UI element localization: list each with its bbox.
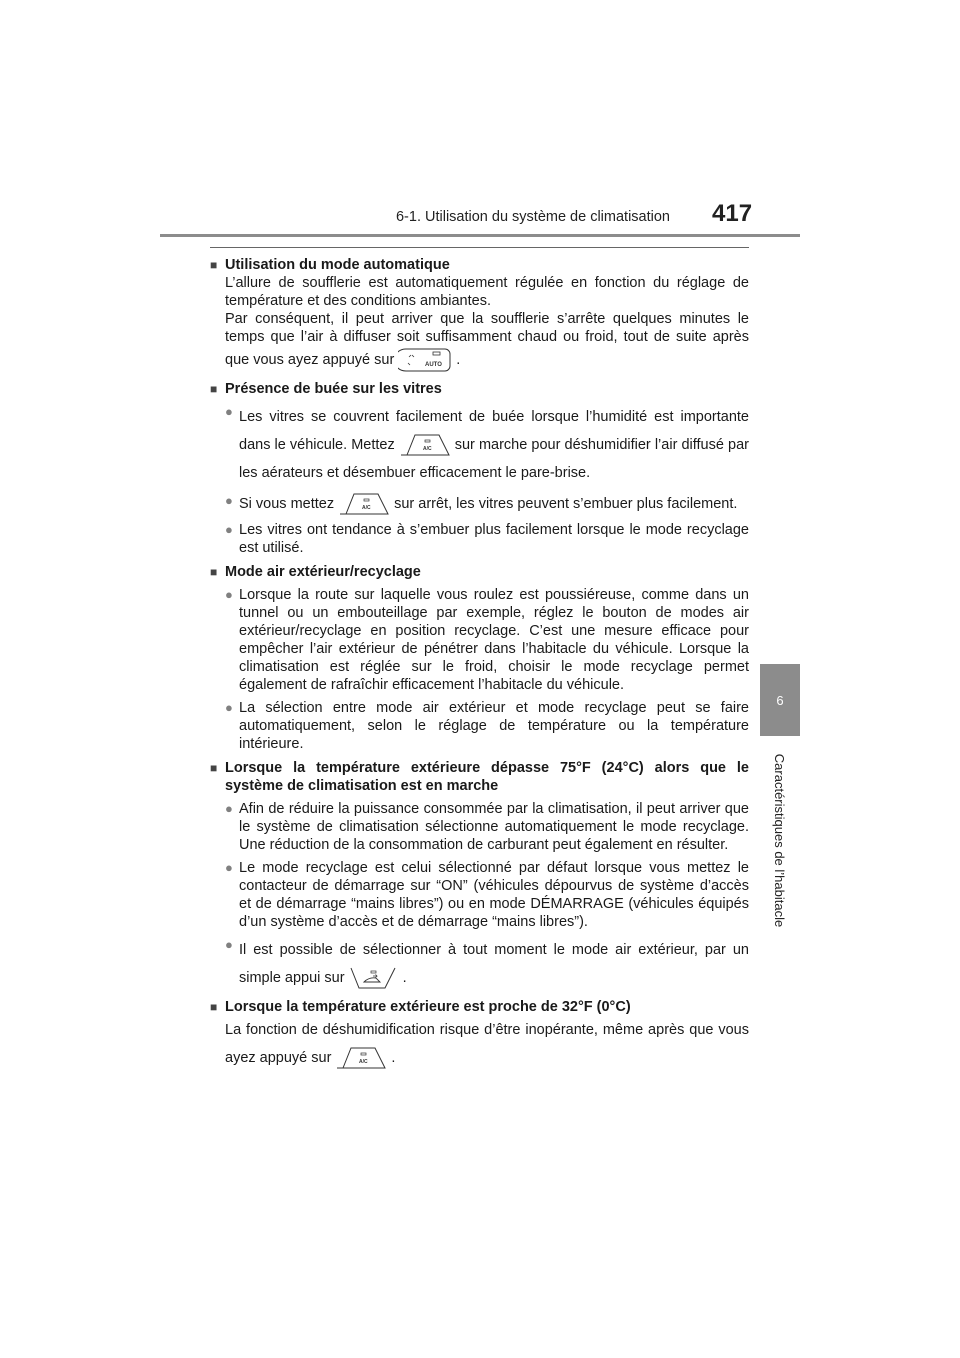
list-item: ● Le mode recyclage est celui sélectionné par défaut lorsque vous mettez le contacteur de démarrage sur “ON” (véhicules dépourvus de système d’accès et de démarrage “mains libres”) ou en mode DÉMARRAGE (véhicules équipés d’un système d’accès et de démarrage “mains libres”).	[225, 860, 749, 930]
bullet-icon: ●	[225, 801, 233, 816]
section-marker-icon: ■	[210, 565, 218, 579]
list-item: ● Il est possible de sélectionner à tout moment le mode air extérieur, par un simple appui sur .	[225, 936, 749, 992]
header-rule	[160, 234, 800, 237]
bullet-icon: ●	[225, 937, 233, 952]
ac-button-label: A/C	[359, 1059, 369, 1066]
chapter-side-label	[770, 745, 790, 935]
section-heading: Utilisation du mode automatique	[225, 257, 450, 273]
list-item: ● Afin de réduire la puissance consommée par la climatisation, il peut arriver que le système de climatisation sélectionne automatiquement le mode recyclage. Une réduction de la consommation de carburant peut également en résulter.	[225, 801, 749, 853]
section-heading: Lorsque la température extérieure dépasse 75°F (24°C) alors que le système de climatisation est en marche	[225, 760, 749, 794]
chapter-number: 6	[776, 692, 784, 708]
page-number: 417	[712, 200, 753, 227]
section-marker-icon: ■	[210, 761, 218, 775]
bullet-icon: ●	[225, 860, 233, 875]
section-cold-outside	[210, 998, 749, 1072]
section-heading: Lorsque la température extérieure est proche de 32°F (0°C)	[225, 999, 631, 1015]
list-item: ● Lorsque la route sur laquelle vous roulez est poussiéreuse, comme dans un tunnel ou un embouteillage par exemple, réglez le bouton de modes air extérieur/recyclage en position recyclage. C’est une mesure efficace pour empêcher l’air extérieur de pénétrer dans l’habitacle du véhicule. Lorsque la climatisation est réglée sur le froid, choisir le mode recyclage permet également de rafraîchir efficacement l’habitacle du véhicule.	[225, 587, 749, 693]
auto-button-icon	[398, 346, 452, 374]
section-heading: Mode air extérieur/recyclage	[225, 564, 421, 580]
bullet-icon: ●	[225, 522, 233, 537]
section-air-recycle	[210, 563, 749, 753]
ac-button-icon	[399, 433, 451, 457]
list-item: ● Si vous mettez A/C sur arrêt, les vitres peuvent s’embuer plus facilement.	[225, 492, 749, 516]
section-marker-icon: ■	[210, 1000, 218, 1014]
ac-button-label: A/C	[422, 446, 432, 453]
section-fogged-windows	[210, 380, 749, 557]
list-item: ● Les vitres ont tendance à s’embuer plus facilement lorsque le mode recyclage est utilisé.	[225, 522, 749, 556]
content-rule	[210, 247, 749, 248]
section-heading: Présence de buée sur les vitres	[225, 381, 442, 397]
section-auto-mode	[210, 256, 749, 374]
ac-button-icon	[335, 1046, 387, 1070]
bullet-icon: ●	[225, 700, 233, 715]
chapter-title: Caractéristiques de l’habitacle	[772, 753, 788, 927]
section-marker-icon: ■	[210, 382, 218, 396]
section-marker-icon: ■	[210, 258, 218, 272]
section-hot-outside	[210, 759, 749, 992]
chapter-tab[interactable]	[760, 664, 800, 736]
paragraph: L’allure de soufflerie est automatiquement régulée en fonction du réglage de température et des conditions ambiantes.	[225, 275, 749, 309]
outside-air-button-icon	[349, 966, 399, 990]
auto-button-label: AUTO	[425, 362, 443, 368]
bullet-icon: ●	[225, 404, 233, 419]
ac-button-icon	[338, 492, 390, 516]
list-item: ● Les vitres se couvrent facilement de buée lorsque l’humidité est importante dans le véhicule. Mettez A/C sur marche pour déshumidifier l’air diffusé par les aérateurs et désembuer efficacement le pare-brise.	[225, 403, 749, 487]
bullet-icon: ●	[225, 493, 233, 508]
paragraph: La fonction de déshumidification risque d’être inopérante, même après que vous ayez appuyé sur A/C .	[225, 1016, 749, 1072]
page-content	[210, 256, 749, 1072]
bullet-icon: ●	[225, 587, 233, 602]
ac-button-label: A/C	[362, 505, 371, 511]
paragraph: Par conséquent, il peut arriver que la soufflerie s’arrête quelques minutes le temps que l’air à diffuser soit suffisamment chaud ou froid, tout de suite après que vous ayez appuyé sur AUTO .	[225, 310, 749, 374]
list-item: ● La sélection entre mode air extérieur et mode recyclage peut se faire automatiquement, selon le réglage de température ou la température intérieure.	[225, 700, 749, 752]
section-title: 6-1. Utilisation du système de climatisation	[395, 209, 670, 225]
